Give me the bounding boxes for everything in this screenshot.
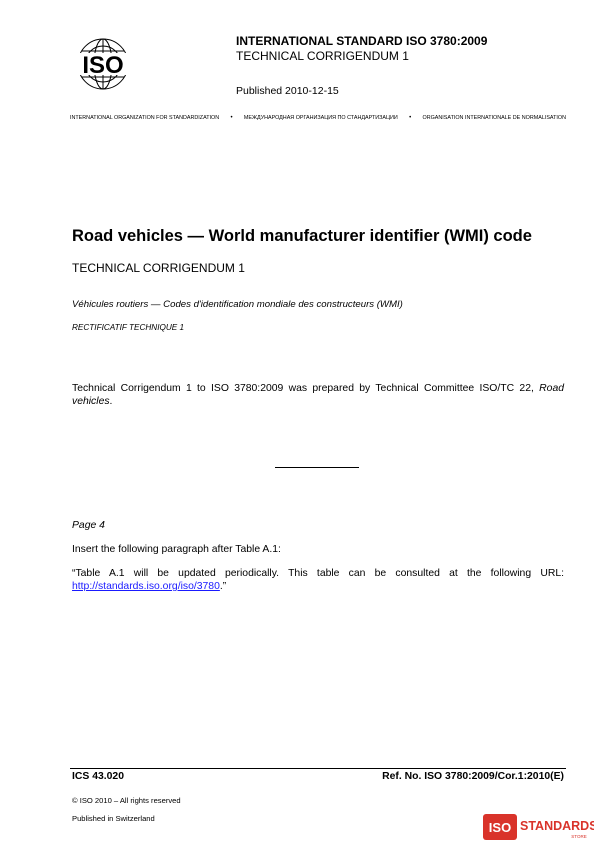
french-title: Véhicules routiers — Codes d'identification mondiale des constructeurs (WMI) (72, 299, 403, 310)
iso-logo (70, 36, 136, 92)
document-title: Road vehicles — World manufacturer identifier (WMI) code (72, 227, 532, 245)
org-name-en: INTERNATIONAL ORGANIZATION FOR STANDARDIZATION (70, 115, 220, 121)
org-separator: • (230, 115, 233, 121)
copyright-notice: © ISO 2010 – All rights reserved (72, 796, 181, 805)
store-badge-iso-text: ISO (488, 820, 512, 835)
store-badge-label: STANDARDS (520, 819, 594, 833)
reference-number: Ref. No. ISO 3780:2009/Cor.1:2010(E) (382, 771, 564, 782)
committee-name: Road vehicles (72, 383, 564, 407)
org-name-ru: МЕЖДУНАРОДНАЯ ОРГАНИЗАЦИЯ ПО СТАНДАРТИЗАЦИИ (243, 115, 398, 121)
page-reference: Page 4 (72, 520, 105, 531)
prepared-by-paragraph (72, 382, 564, 408)
standards-url-link[interactable]: http://standards.iso.org/iso/3780 (72, 581, 220, 592)
organization-line (70, 115, 566, 121)
org-separator: • (409, 115, 412, 121)
prepared-text: Technical Corrigendum 1 to ISO 3780:2009 was prepared by Technical Committee ISO/TC 22, (72, 383, 540, 394)
prepared-end: . (109, 396, 113, 407)
quote-end: .” (219, 581, 227, 592)
published-in: Published in Switzerland (72, 814, 155, 823)
org-name-fr: ORGANISATION INTERNATIONALE DE NORMALISATION (422, 115, 566, 121)
footer-rule (70, 768, 566, 769)
quote-text: “Table A.1 will be updated periodically. This table can be consulted at the following URL: (72, 568, 564, 579)
iso-standards-store-logo (482, 813, 594, 841)
technical-corrigendum-heading: TECHNICAL CORRIGENDUM 1 (72, 261, 245, 275)
ics-code: ICS 43.020 (72, 771, 124, 782)
french-corrigendum-label: RECTIFICATIF TECHNIQUE 1 (72, 323, 185, 332)
iso-logo-text: ISO (82, 52, 124, 79)
standard-title: INTERNATIONAL STANDARD ISO 3780:2009 (236, 34, 488, 48)
insert-instruction: Insert the following paragraph after Table A.1: (72, 544, 281, 555)
store-badge-sub: STORE (571, 834, 587, 839)
inserted-paragraph (72, 567, 564, 593)
published-date: Published 2010-12-15 (236, 85, 339, 97)
divider-rule (275, 467, 359, 468)
corrigendum-label: TECHNICAL CORRIGENDUM 1 (236, 49, 409, 63)
